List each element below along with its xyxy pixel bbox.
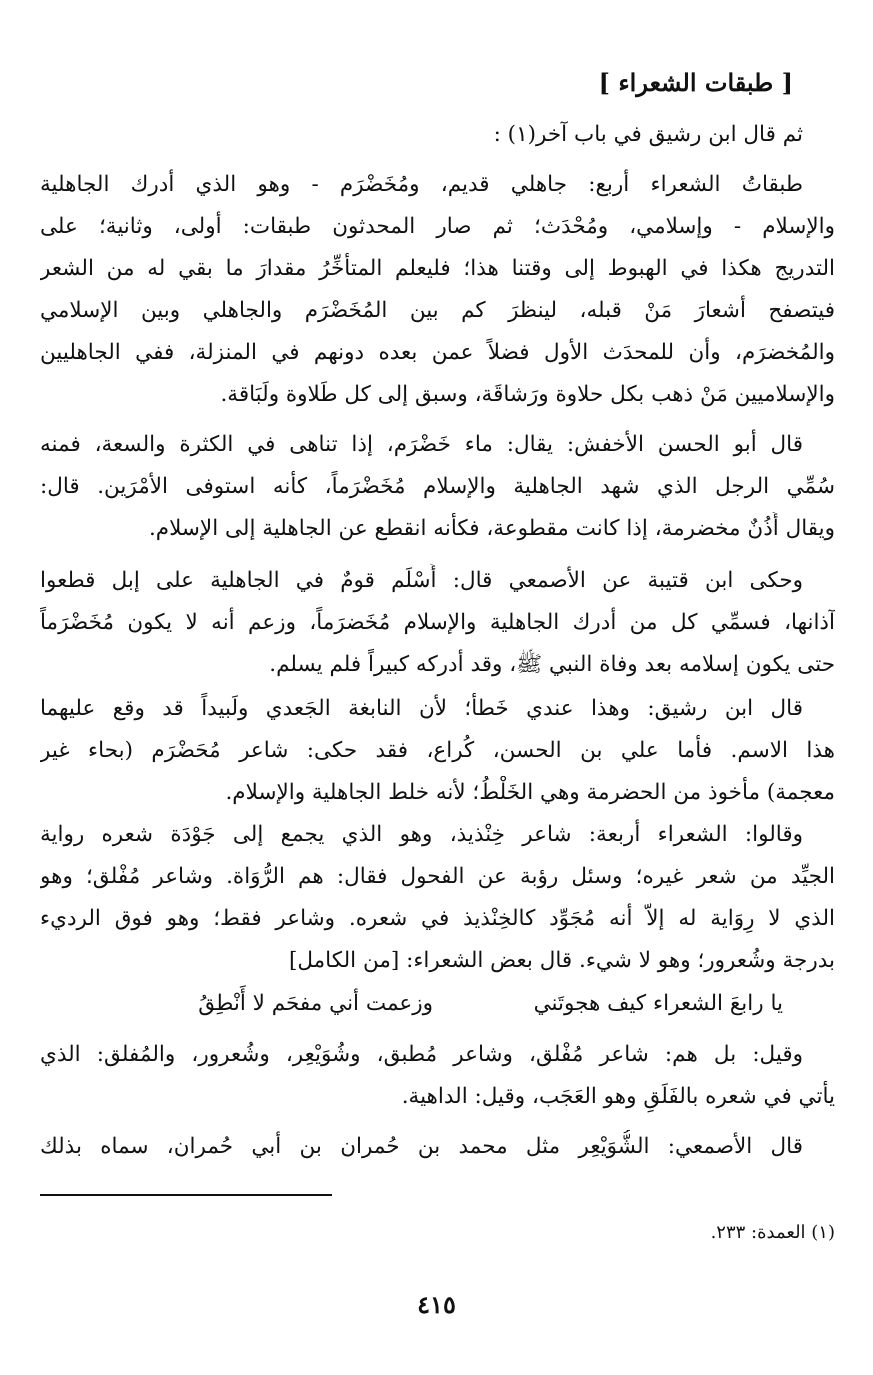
- section-heading: [ طبقات الشعراء ]: [598, 68, 793, 97]
- text-line: والإسلاميين مَنْ ذهب بكل حلاوة ورَشاقَة، وسبق إلى كل طَلاوة ولَبَاقة.: [220, 382, 835, 407]
- text-line: وحكى ابن قتيبة عن الأصمعي قال: أَسْلَم قومٌ في الجاهلية على إبل قطعوا: [40, 568, 803, 593]
- text-line: ويقال أُذُنٌ مخضرمة، إذا كانت مقطوعة، فكأنه انقطع عن الجاهلية إلى الإسلام.: [148, 516, 835, 541]
- text-line: معجمة) مأخوذ من الحضرمة وهي الخَلْطُ؛ لأنه خلط الجاهلية والإسلام.: [225, 780, 835, 805]
- verse-second-hemistich: وزعمت أني مفحَم لا أَنْطِقُ: [198, 991, 433, 1016]
- footnote-separator: [40, 1194, 332, 1196]
- text-line: قال الأصمعي: الشُّوَيْعِر مثل محمد بن حُمران بن أبي حُمران، سماه بذلك: [40, 1134, 803, 1159]
- text-line: حتى يكون إسلامه بعد وفاة النبي ﷺ، وقد أدركه كبيراً فلم يسلم.: [269, 652, 835, 677]
- text-line: بدرجة وشُعرور؛ وهو لا شيء. قال بعض الشعراء: [من الكامل]: [289, 948, 835, 973]
- text-line: الذي لا رِوَاية له إلاّ أنه مُجَوِّد كالخِنْذيذ في شعره. وشاعر فقط؛ وهو فوق الرديء: [40, 906, 835, 931]
- text-line: قال أبو الحسن الأخفش: يقال: ماء خَضْرَم، إذا تناهى في الكثرة والسعة، فمنه: [40, 432, 803, 457]
- text-line: يأتي في شعره بالفَلَقِ وهو العَجَب، وقيل: الداهية.: [401, 1084, 835, 1109]
- text-line: قال ابن رشيق: وهذا عندي خَطأٌ؛ لأن النابغة الجَعدي ولَبيداً قد وقع عليهما: [40, 696, 803, 721]
- verse-first-hemistich: يا رابعَ الشعراء كيف هجوتَني: [533, 991, 783, 1016]
- text-line: والإسلام - وإسلامي، ومُحْدَث؛ ثم صار المحدثون طبقات: أولى، وثانية؛ على: [40, 214, 835, 239]
- text-line: فيتصفح أشعارَ مَنْ قبله، لينظرَ كم بين المُخَضْرَم والجاهلي وبين الإسلامي: [40, 298, 835, 323]
- text-line: سُمِّي الرجل الذي شهد الجاهلية والإسلام مُخَضْرَماً، كأنه استوفى الأمْرَين. قال:: [40, 474, 835, 499]
- page-number: ٤١٥: [417, 1290, 456, 1319]
- text-line: وقيل: بل هم: شاعر مُفْلق، وشاعر مُطبق، وشُوَيْعِر، وشُعرور، والمُفلق: الذي: [40, 1042, 803, 1067]
- text-line: والمُخضرَم، وأن للمحدَث الأول فضلاً عمن بعده دونهم في المنزلة، ففي الجاهليين: [40, 340, 835, 365]
- text-line: طبقاتُ الشعراء أربع: جاهلي قديم، ومُخَضْرَم - وهو الذي أدرك الجاهلية: [40, 172, 803, 197]
- text-line: آذانها، فسمِّي كل من أدرك الجاهلية والإسلام مُخَضرَماً، وزعم أنه لا يكون مُخَضْرَماً: [40, 610, 835, 635]
- text-line: وقالوا: الشعراء أربعة: شاعر خِنْذيذ، وهو الذي يجمع إلى جَوْدَة شعره رواية: [40, 822, 803, 847]
- text-line: هذا الاسم. فأما علي بن الحسن، كُراع، فقد حكى: شاعر مُحَضْرَم (بحاء غير: [40, 738, 835, 763]
- text-line: ثم قال ابن رشيق في باب آخر(١) :: [493, 122, 803, 147]
- text-line: التدريج هكذا في الهبوط إلى وقتنا هذا؛ فليعلم المتأخِّرُ مقدارَ ما بقي له من الشعر: [40, 256, 835, 281]
- footnote: (١) العمدة: ٢٣٣.: [710, 1222, 835, 1243]
- text-line: الجيِّد من شعر غيره؛ وسئل رؤبة عن الفحول فقال: هم الرُّوَاة. وشاعر مُفْلق؛ وهو: [40, 864, 835, 889]
